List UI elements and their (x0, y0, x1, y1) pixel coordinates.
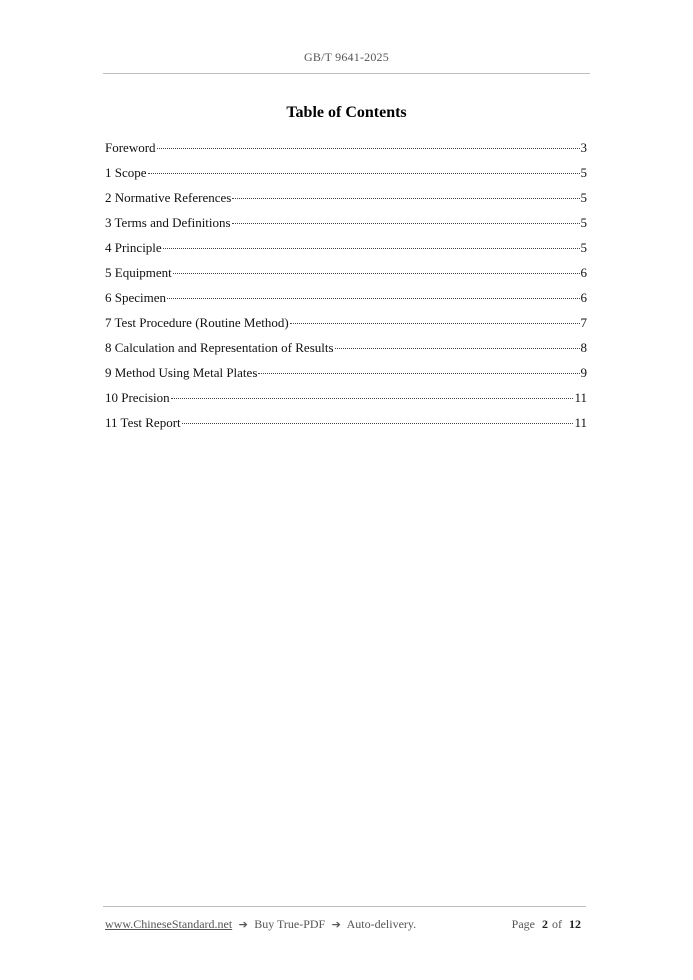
right-arrow-icon: ➔ (331, 918, 341, 931)
dot-leader (167, 297, 579, 299)
toc-entry-label: 7 Test Procedure (Routine Method) (105, 315, 289, 330)
toc-entry-page-number: 6 (580, 290, 587, 305)
site-link[interactable]: www.ChineseStandard.net (105, 917, 233, 931)
toc-entry-page-number: 8 (580, 340, 587, 355)
header-divider (103, 73, 590, 74)
toc-entry-label: Foreword (105, 140, 156, 155)
toc-entry-test-report[interactable] (105, 414, 587, 439)
toc-entry-label: 4 Principle (105, 240, 162, 255)
footer-divider (103, 906, 586, 907)
toc-entry-page-number: 5 (580, 165, 587, 180)
toc-entry-page-number: 5 (580, 190, 587, 205)
dot-leader (232, 197, 579, 199)
toc-entry-label: 10 Precision (105, 390, 170, 405)
toc-entry-label: 5 Equipment (105, 265, 172, 280)
document-code-header: GB/T 9641-2025 (304, 50, 389, 64)
dot-leader (171, 397, 574, 399)
toc-entry-equipment[interactable] (105, 264, 587, 289)
current-page-number: 2 (542, 917, 548, 931)
toc-entry-label: 3 Terms and Definitions (105, 215, 231, 230)
toc-entry-page-number: 11 (574, 390, 587, 405)
toc-entry-page-number: 7 (580, 315, 587, 330)
total-page-count: 12 (569, 917, 581, 931)
toc-entry-page-number: 3 (580, 140, 587, 155)
toc-entry-page-number: 5 (580, 240, 587, 255)
buy-true-pdf-text: Buy True-PDF (254, 917, 326, 931)
dot-leader (232, 222, 580, 224)
dot-leader (157, 147, 580, 149)
toc-entry-label: 9 Method Using Metal Plates (105, 365, 258, 380)
toc-entry-label: 1 Scope (105, 165, 147, 180)
toc-entry-scope[interactable] (105, 164, 587, 189)
toc-entry-label: 11 Test Report (105, 415, 181, 430)
toc-entry-label: 2 Normative References (105, 190, 232, 205)
dot-leader (163, 247, 580, 249)
page-word: Page (511, 917, 535, 931)
toc-entry-label: 6 Specimen (105, 290, 167, 305)
auto-delivery-text: Auto-delivery. (346, 917, 417, 931)
toc-entry-normative-references[interactable] (105, 189, 587, 214)
dot-leader (173, 272, 580, 274)
toc-entry-specimen[interactable] (105, 289, 587, 314)
toc-entry-terms-and-definitions[interactable] (105, 214, 587, 239)
toc-list (105, 139, 587, 439)
footer-promo (105, 917, 416, 932)
toc-entry-metal-plates-method[interactable] (105, 364, 587, 389)
dot-leader (335, 347, 580, 349)
toc-entry-label: 8 Calculation and Representation of Results (105, 340, 334, 355)
dot-leader (290, 322, 580, 324)
right-arrow-icon: ➔ (238, 918, 248, 931)
toc-entry-calculation-and-results[interactable] (105, 339, 587, 364)
dot-leader (182, 422, 574, 424)
dot-leader (148, 172, 580, 174)
toc-entry-page-number: 5 (580, 215, 587, 230)
toc-title: Table of Contents (286, 104, 407, 121)
toc-entry-page-number: 9 (580, 365, 587, 380)
toc-entry-foreword[interactable] (105, 139, 587, 164)
toc-entry-page-number: 6 (580, 265, 587, 280)
dot-leader (258, 372, 579, 374)
toc-entry-page-number: 11 (574, 415, 587, 430)
toc-entry-test-procedure[interactable] (105, 314, 587, 339)
of-word: of (552, 917, 562, 931)
toc-entry-principle[interactable] (105, 239, 587, 264)
toc-entry-precision[interactable] (105, 389, 587, 414)
page-indicator (512, 917, 585, 932)
